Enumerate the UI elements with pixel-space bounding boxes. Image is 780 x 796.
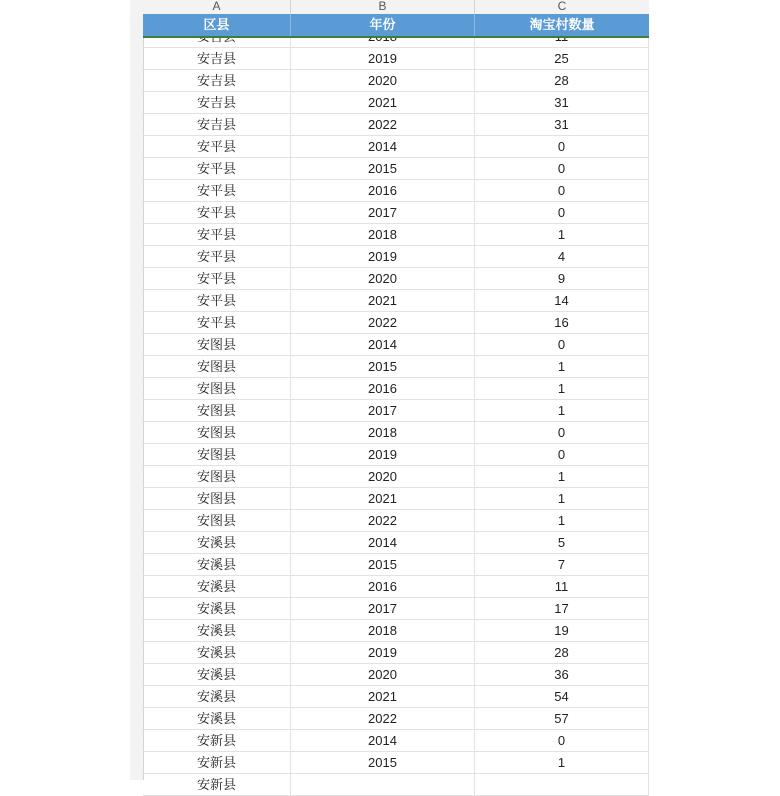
row-number[interactable] — [112, 708, 142, 730]
cell-year[interactable]: 2014 — [291, 532, 475, 554]
cell-count[interactable]: 0 — [475, 180, 649, 202]
cell-count[interactable]: 31 — [475, 92, 649, 114]
cell-count[interactable]: 17 — [475, 598, 649, 620]
cell-year[interactable]: 2018 — [291, 620, 475, 642]
table-row — [143, 268, 649, 290]
table-row — [143, 70, 649, 92]
row-number[interactable] — [112, 378, 142, 400]
cell-year[interactable]: 2022 — [291, 114, 475, 136]
cell-district[interactable]: 安图县 — [143, 422, 291, 444]
cell-district[interactable]: 安吉县 — [143, 48, 291, 70]
table-row — [143, 554, 649, 576]
cell-year[interactable] — [291, 774, 475, 796]
row-number[interactable] — [112, 26, 142, 48]
cell-district[interactable]: 安图县 — [143, 378, 291, 400]
column-letter-c[interactable]: C — [557, 0, 567, 13]
cell-year[interactable]: 2015 — [291, 554, 475, 576]
table-row — [143, 180, 649, 202]
cell-year[interactable]: 2014 — [291, 136, 475, 158]
cell-count[interactable]: 57 — [475, 708, 649, 730]
table-row — [143, 246, 649, 268]
cell-count[interactable]: 1 — [475, 466, 649, 488]
cell-year[interactable]: 2020 — [291, 664, 475, 686]
cell-count[interactable]: 28 — [475, 642, 649, 664]
table-row — [143, 158, 649, 180]
row-number[interactable] — [112, 532, 142, 554]
cell-count[interactable]: 0 — [475, 730, 649, 752]
header-cell-district[interactable]: 区县 — [143, 14, 291, 36]
cell-year[interactable]: 2017 — [291, 202, 475, 224]
column-letter-a[interactable]: A — [143, 0, 291, 14]
row-number[interactable] — [112, 136, 142, 158]
cell-year[interactable]: 2019 — [291, 642, 475, 664]
cell-count[interactable]: 0 — [475, 136, 649, 158]
cell-district[interactable]: 安吉县 — [143, 92, 291, 114]
table-row — [143, 356, 649, 378]
table-row — [143, 532, 649, 554]
cell-district[interactable]: 安溪县 — [143, 708, 291, 730]
row-number[interactable] — [112, 752, 142, 774]
frozen-header-row — [143, 14, 649, 38]
cell-count[interactable]: 7 — [475, 554, 649, 576]
row-number[interactable] — [112, 510, 142, 532]
row-number[interactable] — [112, 48, 142, 70]
row-number[interactable] — [112, 400, 142, 422]
cell-year[interactable]: 2015 — [291, 356, 475, 378]
cell-year[interactable]: 2017 — [291, 598, 475, 620]
cell-district[interactable]: 安新县 — [143, 752, 291, 774]
table-row — [143, 444, 649, 466]
cell-year[interactable]: 2019 — [291, 444, 475, 466]
row-number[interactable] — [112, 664, 142, 686]
row-number[interactable] — [112, 70, 142, 92]
row-number[interactable] — [112, 466, 142, 488]
table-row — [143, 576, 649, 598]
row-number[interactable] — [112, 92, 142, 114]
cell-year[interactable]: 2021 — [291, 488, 475, 510]
cell-count[interactable]: 0 — [475, 202, 649, 224]
row-number[interactable] — [112, 774, 142, 796]
cell-district[interactable]: 安溪县 — [143, 532, 291, 554]
cell-district[interactable]: 安图县 — [143, 510, 291, 532]
table-row — [143, 422, 649, 444]
cell-count[interactable]: 1 — [475, 378, 649, 400]
row-number[interactable] — [112, 268, 142, 290]
cell-year[interactable]: 2022 — [291, 708, 475, 730]
row-number-gutter[interactable] — [130, 0, 144, 780]
cell-district[interactable]: 安平县 — [143, 224, 291, 246]
cell-year[interactable]: 2015 — [291, 158, 475, 180]
cell-count[interactable]: 14 — [475, 290, 649, 312]
cell-district[interactable]: 安溪县 — [143, 620, 291, 642]
row-number[interactable] — [112, 620, 142, 642]
cell-year[interactable]: 2016 — [291, 378, 475, 400]
cell-district[interactable]: 安图县 — [143, 488, 291, 510]
table-row — [143, 730, 649, 752]
cell-count[interactable]: 31 — [475, 114, 649, 136]
cell-district[interactable]: 安平县 — [143, 202, 291, 224]
cell-count[interactable]: 54 — [475, 686, 649, 708]
cell-count[interactable]: 1 — [475, 488, 649, 510]
cell-count[interactable]: 19 — [475, 620, 649, 642]
cell-district[interactable]: 安溪县 — [143, 598, 291, 620]
cell-count[interactable]: 1 — [475, 224, 649, 246]
column-letter-b[interactable]: B — [291, 0, 475, 14]
table-row — [143, 400, 649, 422]
row-number[interactable] — [112, 686, 142, 708]
cell-district[interactable]: 安溪县 — [143, 554, 291, 576]
row-number[interactable] — [112, 730, 142, 752]
cell-count[interactable]: 16 — [475, 312, 649, 334]
cell-year[interactable]: 2018 — [291, 422, 475, 444]
cell-year[interactable]: 2020 — [291, 70, 475, 92]
row-number[interactable] — [112, 158, 142, 180]
cell-year[interactable]: 2021 — [291, 686, 475, 708]
cell-year[interactable]: 2015 — [291, 752, 475, 774]
table-row — [143, 488, 649, 510]
cell-year[interactable]: 2016 — [291, 180, 475, 202]
cell-count[interactable]: 36 — [475, 664, 649, 686]
cell-count[interactable]: 1 — [475, 400, 649, 422]
cell-count[interactable]: 9 — [475, 268, 649, 290]
data-grid — [143, 0, 649, 792]
row-number[interactable] — [112, 246, 142, 268]
table-row — [143, 620, 649, 642]
cell-district[interactable]: 安图县 — [143, 334, 291, 356]
header-cell-year[interactable]: 年份 — [291, 14, 475, 36]
cell-district[interactable]: 安新县 — [143, 730, 291, 752]
cell-year[interactable]: 2022 — [291, 510, 475, 532]
cell-district[interactable]: 安图县 — [143, 356, 291, 378]
cell-district[interactable]: 安溪县 — [143, 686, 291, 708]
cell-count[interactable]: 1 — [475, 510, 649, 532]
cell-count[interactable]: 0 — [475, 422, 649, 444]
cell-district[interactable]: 安平县 — [143, 268, 291, 290]
header-cell-count[interactable]: 淘宝村数量 — [529, 17, 595, 32]
row-number[interactable] — [112, 114, 142, 136]
row-number[interactable] — [112, 180, 142, 202]
table-row — [143, 686, 649, 708]
cell-count[interactable]: 1 — [475, 752, 649, 774]
table-row — [143, 774, 649, 796]
cell-count[interactable]: 0 — [475, 158, 649, 180]
cell-count[interactable] — [475, 774, 649, 796]
cell-year[interactable]: 2014 — [291, 334, 475, 356]
table-row — [143, 334, 649, 356]
table-row — [143, 48, 649, 70]
cell-district[interactable]: 安新县 — [143, 774, 291, 796]
cell-year[interactable]: 2021 — [291, 290, 475, 312]
cell-district[interactable]: 安吉县 — [143, 114, 291, 136]
row-number[interactable] — [112, 444, 142, 466]
cell-count[interactable]: 4 — [475, 246, 649, 268]
cell-count[interactable]: 0 — [475, 444, 649, 466]
cell-year[interactable]: 2019 — [291, 246, 475, 268]
table-row — [143, 224, 649, 246]
table-row — [143, 664, 649, 686]
cell-year[interactable]: 2020 — [291, 466, 475, 488]
table-row — [143, 642, 649, 664]
table-row — [143, 708, 649, 730]
cell-district[interactable]: 安平县 — [143, 290, 291, 312]
cell-year[interactable]: 2022 — [291, 312, 475, 334]
cell-count[interactable]: 5 — [475, 532, 649, 554]
cell-district[interactable]: 安溪县 — [143, 576, 291, 598]
table-row — [143, 598, 649, 620]
cell-district[interactable]: 安图县 — [143, 444, 291, 466]
cell-year[interactable]: 2020 — [291, 268, 475, 290]
cell-count[interactable]: 0 — [475, 334, 649, 356]
table-row — [143, 290, 649, 312]
table-row — [143, 752, 649, 774]
cell-district[interactable]: 安平县 — [143, 312, 291, 334]
row-number[interactable] — [112, 312, 142, 334]
row-number[interactable] — [112, 202, 142, 224]
cell-count[interactable]: 25 — [475, 48, 649, 70]
cell-year[interactable]: 2021 — [291, 92, 475, 114]
cell-district[interactable]: 安平县 — [143, 180, 291, 202]
table-row — [143, 114, 649, 136]
cell-count[interactable]: 1 — [475, 356, 649, 378]
row-number[interactable] — [112, 290, 142, 312]
row-number[interactable] — [112, 598, 142, 620]
row-number[interactable] — [112, 422, 142, 444]
spreadsheet — [130, 0, 649, 792]
cell-year[interactable]: 2019 — [291, 48, 475, 70]
cell-district[interactable]: 安图县 — [143, 466, 291, 488]
cell-district[interactable]: 安溪县 — [143, 664, 291, 686]
row-number[interactable] — [112, 642, 142, 664]
table-row — [143, 312, 649, 334]
cell-district[interactable]: 安平县 — [143, 158, 291, 180]
cell-district[interactable]: 安平县 — [143, 136, 291, 158]
cell-year[interactable]: 2014 — [291, 730, 475, 752]
table-row — [143, 92, 649, 114]
table-row — [143, 510, 649, 532]
cell-district[interactable]: 安图县 — [143, 400, 291, 422]
cell-year[interactable]: 2018 — [291, 224, 475, 246]
table-row — [143, 378, 649, 400]
row-number[interactable] — [112, 334, 142, 356]
table-row — [143, 202, 649, 224]
cell-district[interactable]: 安吉县 — [143, 70, 291, 92]
cell-year[interactable]: 2017 — [291, 400, 475, 422]
row-number[interactable] — [112, 224, 142, 246]
table-row — [143, 136, 649, 158]
cell-district[interactable]: 安溪县 — [143, 642, 291, 664]
cell-district[interactable]: 安平县 — [143, 246, 291, 268]
table-row — [143, 466, 649, 488]
cell-count[interactable]: 28 — [475, 70, 649, 92]
row-number[interactable] — [112, 356, 142, 378]
row-number[interactable] — [112, 488, 142, 510]
cell-count[interactable]: 11 — [475, 576, 649, 598]
row-number[interactable] — [112, 554, 142, 576]
cell-year[interactable]: 2016 — [291, 576, 475, 598]
row-number[interactable] — [112, 576, 142, 598]
